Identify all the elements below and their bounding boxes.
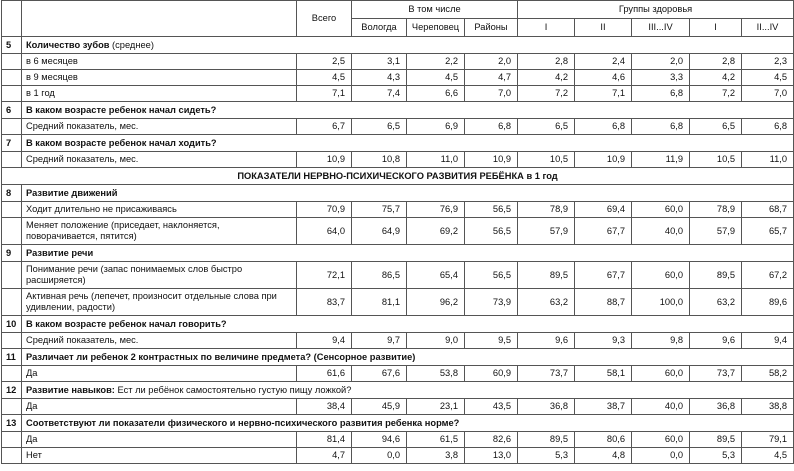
value-cell: 9,8: [632, 333, 690, 349]
value-cell: 100,0: [632, 289, 690, 316]
value-cell: 53,8: [407, 366, 465, 382]
value-cell: 6,7: [297, 119, 352, 135]
value-cell: 82,6: [465, 432, 518, 448]
table-row: [2, 86, 794, 102]
value-cell: 2,2: [407, 54, 465, 70]
header-num-cell: [2, 1, 22, 37]
value-cell: 64,9: [352, 218, 407, 245]
value-cell: 94,6: [352, 432, 407, 448]
value-cell: 6,8: [632, 119, 690, 135]
value-cell: 2,0: [465, 54, 518, 70]
value-cell: 4,5: [742, 70, 794, 86]
value-cell: 5,3: [518, 448, 575, 464]
value-cell: 45,9: [352, 399, 407, 415]
value-cell: 4,2: [690, 70, 742, 86]
value-cell: 4,7: [465, 70, 518, 86]
value-cell: 60,9: [465, 366, 518, 382]
value-cell: 89,5: [690, 432, 742, 448]
question-text: [22, 102, 794, 119]
value-cell: 13,0: [465, 448, 518, 464]
value-cell: 4,5: [407, 70, 465, 86]
row-num-blank: [2, 333, 22, 349]
value-cell: 6,8: [632, 86, 690, 102]
value-cell: 68,7: [742, 202, 794, 218]
question-title: В каком возрасте ребенок начал сидеть?: [26, 104, 217, 115]
value-cell: 4,5: [297, 70, 352, 86]
row-num-blank: [2, 262, 22, 289]
question-title: Количество зубов: [26, 39, 110, 50]
value-cell: 60,0: [632, 202, 690, 218]
value-cell: 58,2: [742, 366, 794, 382]
question-text: [22, 316, 794, 333]
data-table: [1, 0, 794, 464]
question-row: [2, 382, 794, 399]
row-num-blank: [2, 54, 22, 70]
value-cell: 67,6: [352, 366, 407, 382]
value-cell: 2,5: [297, 54, 352, 70]
value-cell: 4,3: [352, 70, 407, 86]
row-num-blank: [2, 86, 22, 102]
value-cell: 9,6: [518, 333, 575, 349]
table-row: [2, 218, 794, 245]
value-cell: 67,7: [575, 218, 632, 245]
value-cell: 67,2: [742, 262, 794, 289]
row-label: Средний показатель, мес.: [22, 119, 297, 135]
value-cell: 4,6: [575, 70, 632, 86]
value-cell: 67,7: [575, 262, 632, 289]
value-cell: 6,5: [352, 119, 407, 135]
row-num-blank: [2, 366, 22, 382]
question-title: Различает ли ребенок 2 контрастных по величине предмета? (Сенсорное развитие): [26, 351, 416, 362]
row-num-blank: [2, 119, 22, 135]
row-label: Понимание речи (запас понимаемых слов быстро расширяется): [22, 262, 297, 289]
value-cell: 11,0: [742, 152, 794, 168]
question-text: [22, 382, 794, 399]
header-group: III...IV: [632, 19, 690, 37]
question-number: 5: [2, 37, 22, 54]
row-label: Да: [22, 399, 297, 415]
value-cell: 69,2: [407, 218, 465, 245]
question-title: Развитие навыков:: [26, 384, 115, 395]
row-num-blank: [2, 202, 22, 218]
value-cell: 7,0: [465, 86, 518, 102]
header-place: Районы: [465, 19, 518, 37]
table-row: [2, 152, 794, 168]
header-group: I: [518, 19, 575, 37]
value-cell: 9,0: [407, 333, 465, 349]
question-row: [2, 349, 794, 366]
value-cell: 57,9: [518, 218, 575, 245]
value-cell: 10,9: [575, 152, 632, 168]
value-cell: 7,0: [742, 86, 794, 102]
question-number: 12: [2, 382, 22, 399]
value-cell: 70,9: [297, 202, 352, 218]
question-title-extra: (среднее): [109, 39, 154, 50]
value-cell: 76,9: [407, 202, 465, 218]
question-title: В каком возрасте ребенок начал говорить?: [26, 318, 227, 329]
value-cell: 6,8: [575, 119, 632, 135]
row-num-blank: [2, 152, 22, 168]
value-cell: 6,5: [690, 119, 742, 135]
table-row: [2, 289, 794, 316]
value-cell: 43,5: [465, 399, 518, 415]
value-cell: 11,9: [632, 152, 690, 168]
value-cell: 6,9: [407, 119, 465, 135]
value-cell: 6,8: [465, 119, 518, 135]
value-cell: 60,0: [632, 366, 690, 382]
row-label: в 1 год: [22, 86, 297, 102]
value-cell: 57,9: [690, 218, 742, 245]
value-cell: 10,5: [518, 152, 575, 168]
value-cell: 64,0: [297, 218, 352, 245]
question-text: [22, 415, 794, 432]
value-cell: 0,0: [352, 448, 407, 464]
question-row: [2, 316, 794, 333]
value-cell: 81,1: [352, 289, 407, 316]
value-cell: 3,1: [352, 54, 407, 70]
table-row: [2, 333, 794, 349]
value-cell: 80,6: [575, 432, 632, 448]
value-cell: 56,5: [465, 262, 518, 289]
value-cell: 63,2: [518, 289, 575, 316]
row-num-blank: [2, 289, 22, 316]
value-cell: 5,3: [690, 448, 742, 464]
value-cell: 7,4: [352, 86, 407, 102]
question-number: 13: [2, 415, 22, 432]
value-cell: 9,4: [297, 333, 352, 349]
question-text: [22, 349, 794, 366]
value-cell: 4,5: [742, 448, 794, 464]
value-cell: 72,1: [297, 262, 352, 289]
value-cell: 11,0: [407, 152, 465, 168]
value-cell: 2,8: [518, 54, 575, 70]
header-including: В том числе: [352, 1, 518, 19]
question-text: [22, 245, 794, 262]
value-cell: 89,5: [518, 262, 575, 289]
value-cell: 81,4: [297, 432, 352, 448]
question-title: В каком возрасте ребенок начал ходить?: [26, 137, 217, 148]
header-group: II...IV: [742, 19, 794, 37]
value-cell: 61,6: [297, 366, 352, 382]
value-cell: 0,0: [632, 448, 690, 464]
row-label: Да: [22, 432, 297, 448]
table-row: [2, 54, 794, 70]
value-cell: 4,8: [575, 448, 632, 464]
row-label: Активная речь (лепечет, произносит отдельные слова при удивлении, радости): [22, 289, 297, 316]
row-num-blank: [2, 70, 22, 86]
header-row-1: [2, 1, 794, 19]
question-row: [2, 37, 794, 54]
value-cell: 9,4: [742, 333, 794, 349]
row-label: в 9 месяцев: [22, 70, 297, 86]
value-cell: 7,1: [575, 86, 632, 102]
header-label-cell: [22, 1, 297, 37]
table-row: [2, 448, 794, 464]
row-num-blank: [2, 218, 22, 245]
value-cell: 73,7: [518, 366, 575, 382]
section-banner-row: [2, 168, 794, 185]
row-label: в 6 месяцев: [22, 54, 297, 70]
value-cell: 83,7: [297, 289, 352, 316]
value-cell: 9,6: [690, 333, 742, 349]
question-text: [22, 37, 794, 54]
header-health-groups: Группы здоровья: [518, 1, 794, 19]
table-row: [2, 366, 794, 382]
value-cell: 4,7: [297, 448, 352, 464]
value-cell: 63,2: [690, 289, 742, 316]
value-cell: 78,9: [518, 202, 575, 218]
value-cell: 4,2: [518, 70, 575, 86]
value-cell: 36,8: [690, 399, 742, 415]
value-cell: 89,5: [690, 262, 742, 289]
row-num-blank: [2, 399, 22, 415]
value-cell: 38,4: [297, 399, 352, 415]
question-title-extra: Ест ли ребёнок самостоятельно густую пищу ложкой?: [114, 384, 352, 395]
value-cell: 96,2: [407, 289, 465, 316]
value-cell: 40,0: [632, 399, 690, 415]
row-label: Средний показатель, мес.: [22, 333, 297, 349]
value-cell: 36,8: [518, 399, 575, 415]
value-cell: 10,5: [690, 152, 742, 168]
value-cell: 6,5: [518, 119, 575, 135]
value-cell: 2,3: [742, 54, 794, 70]
table-row: [2, 262, 794, 289]
value-cell: 9,7: [352, 333, 407, 349]
row-label: Нет: [22, 448, 297, 464]
value-cell: 3,3: [632, 70, 690, 86]
row-label: Ходит длительно не присаживаясь: [22, 202, 297, 218]
question-row: [2, 245, 794, 262]
value-cell: 2,4: [575, 54, 632, 70]
value-cell: 10,9: [465, 152, 518, 168]
header-group: I: [690, 19, 742, 37]
value-cell: 2,0: [632, 54, 690, 70]
table-row: [2, 119, 794, 135]
value-cell: 6,8: [742, 119, 794, 135]
value-cell: 65,4: [407, 262, 465, 289]
value-cell: 10,8: [352, 152, 407, 168]
header-total: Всего: [297, 1, 352, 37]
value-cell: 40,0: [632, 218, 690, 245]
value-cell: 89,6: [742, 289, 794, 316]
question-row: [2, 185, 794, 202]
header-group: II: [575, 19, 632, 37]
header-place: Череповец: [407, 19, 465, 37]
value-cell: 60,0: [632, 262, 690, 289]
value-cell: 60,0: [632, 432, 690, 448]
value-cell: 9,3: [575, 333, 632, 349]
question-number: 6: [2, 102, 22, 119]
value-cell: 56,5: [465, 218, 518, 245]
value-cell: 89,5: [518, 432, 575, 448]
question-number: 11: [2, 349, 22, 366]
section-banner: ПОКАЗАТЕЛИ НЕРВНО-ПСИХИЧЕСКОГО РАЗВИТИЯ РЕБЁНКА в 1 год: [2, 168, 794, 185]
question-title: Развитие речи: [26, 247, 94, 258]
question-title: Развитие движений: [26, 187, 118, 198]
row-num-blank: [2, 432, 22, 448]
row-label: Средний показатель, мес.: [22, 152, 297, 168]
table-row: [2, 432, 794, 448]
value-cell: 10,9: [297, 152, 352, 168]
question-number: 8: [2, 185, 22, 202]
value-cell: 79,1: [742, 432, 794, 448]
value-cell: 73,7: [690, 366, 742, 382]
value-cell: 9,5: [465, 333, 518, 349]
question-number: 9: [2, 245, 22, 262]
value-cell: 61,5: [407, 432, 465, 448]
value-cell: 75,7: [352, 202, 407, 218]
value-cell: 38,8: [742, 399, 794, 415]
value-cell: 65,7: [742, 218, 794, 245]
row-num-blank: [2, 448, 22, 464]
value-cell: 69,4: [575, 202, 632, 218]
value-cell: 78,9: [690, 202, 742, 218]
table-row: [2, 399, 794, 415]
value-cell: 73,9: [465, 289, 518, 316]
table-body: [2, 37, 794, 464]
header-place: Вологда: [352, 19, 407, 37]
question-text: [22, 185, 794, 202]
value-cell: 56,5: [465, 202, 518, 218]
value-cell: 23,1: [407, 399, 465, 415]
value-cell: 88,7: [575, 289, 632, 316]
value-cell: 3,8: [407, 448, 465, 464]
value-cell: 6,6: [407, 86, 465, 102]
value-cell: 86,5: [352, 262, 407, 289]
value-cell: 7,2: [690, 86, 742, 102]
question-title: Соответствуют ли показатели физического и нервно-психического развития ребенка норме?: [26, 417, 460, 428]
question-row: [2, 415, 794, 432]
row-label: Меняет положение (приседает, наклоняется, поворачивается, пятится): [22, 218, 297, 245]
value-cell: 7,1: [297, 86, 352, 102]
table-row: [2, 202, 794, 218]
row-label: Да: [22, 366, 297, 382]
question-text: [22, 135, 794, 152]
question-row: [2, 102, 794, 119]
question-row: [2, 135, 794, 152]
value-cell: 38,7: [575, 399, 632, 415]
value-cell: 58,1: [575, 366, 632, 382]
table-row: [2, 70, 794, 86]
question-number: 10: [2, 316, 22, 333]
value-cell: 2,8: [690, 54, 742, 70]
question-number: 7: [2, 135, 22, 152]
value-cell: 7,2: [518, 86, 575, 102]
